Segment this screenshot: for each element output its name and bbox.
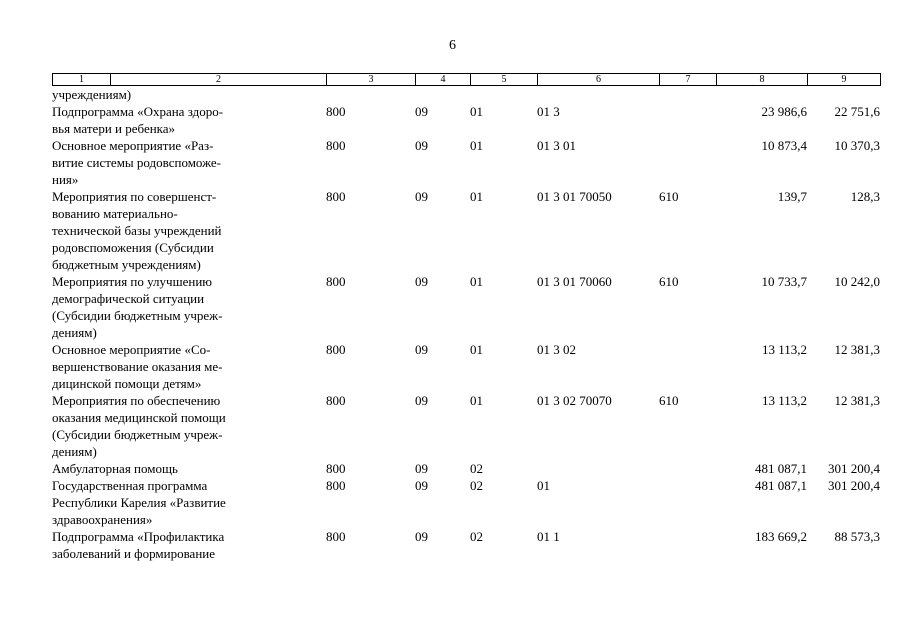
col-5-value: 01 (470, 189, 483, 204)
col-4-value: 09 (415, 478, 428, 493)
header-col-7: 7 (660, 74, 717, 86)
col-5-value: 01 (470, 342, 483, 357)
table-row (52, 86, 880, 103)
col-4-value (415, 86, 470, 103)
col-4-value: 09 (415, 104, 428, 119)
col-5-value: 01 (470, 393, 483, 408)
col-3-value: 800 (326, 274, 346, 289)
row-name: Подпрограмма «Профилактика заболеваний и формирование (52, 529, 225, 561)
header-col-8: 8 (717, 74, 808, 86)
header-col-6: 6 (538, 74, 660, 86)
col-3-value: 800 (326, 138, 346, 153)
col-7-value (659, 477, 716, 528)
table-row (52, 103, 880, 137)
col-6-value: 01 3 (537, 104, 560, 119)
table-row (52, 392, 880, 460)
col-8-value: 10 873,4 (761, 138, 807, 153)
col-3-value: 800 (326, 342, 346, 357)
table-row (52, 188, 880, 273)
col-3-value: 800 (326, 393, 346, 408)
col-9-value: 10 242,0 (834, 274, 880, 289)
header-col-1: 1 (53, 74, 111, 86)
header-col-9: 9 (808, 74, 881, 86)
col-5-value: 01 (470, 104, 483, 119)
table-row (52, 528, 880, 562)
table-row (52, 137, 880, 188)
col-8-value: 23 986,6 (761, 104, 807, 119)
row-name: Мероприятия по совершенст- вованию материально- технической базы учреждений родовспоможения (Субсидии бюджетным учреждениям) (52, 189, 222, 272)
header-col-3: 3 (327, 74, 416, 86)
col-3-value: 800 (326, 478, 346, 493)
col-8-value: 183 669,2 (755, 529, 807, 544)
col-6-value: 01 (537, 478, 550, 493)
header-col-4: 4 (416, 74, 471, 86)
col-7-value (659, 528, 716, 562)
col-7-value: 610 (659, 189, 679, 204)
col-9-value: 301 200,4 (828, 461, 880, 476)
col-6-value (537, 460, 659, 477)
row-name: Основное мероприятие «Раз- витие системы родовспоможе- ния» (52, 138, 222, 187)
row-name: Мероприятия по обеспечению оказания медицинской помощи (Субсидии бюджетным учреж- дениям) (52, 393, 226, 459)
row-name: Подпрограмма «Охрана здоро- вья матери и ребенка» (52, 104, 224, 136)
col-6-value: 01 3 01 70050 (537, 189, 612, 204)
col-7-value: 610 (659, 274, 679, 289)
col-3-value: 800 (326, 189, 346, 204)
col-4-value: 09 (415, 529, 428, 544)
header-col-5: 5 (471, 74, 538, 86)
col-8-value: 13 113,2 (761, 393, 807, 408)
row-name: Основное мероприятие «Со- вершенствование оказания ме- дицинской помощи детям» (52, 342, 223, 391)
col-9-value: 12 381,3 (834, 393, 880, 408)
col-7-value (659, 103, 716, 137)
col-7-value (659, 86, 716, 103)
col-4-value: 09 (415, 274, 428, 289)
col-5-value (470, 86, 537, 103)
col-4-value: 09 (415, 393, 428, 408)
col-8-value (716, 86, 807, 103)
col-9-value: 10 370,3 (834, 138, 880, 153)
budget-table (52, 86, 880, 562)
page-number: 6 (449, 38, 456, 53)
col-4-value: 09 (415, 138, 428, 153)
table-row (52, 273, 880, 341)
col-7-value (659, 341, 716, 392)
header-row (53, 74, 881, 86)
col-4-value: 09 (415, 342, 428, 357)
col-9-value: 88 573,3 (834, 529, 880, 544)
column-number-header (52, 73, 881, 86)
col-7-value (659, 137, 716, 188)
row-name: Государственная программа Республики Карелия «Развитие здравоохранения» (52, 478, 226, 527)
col-3-value: 800 (326, 104, 346, 119)
table-row (52, 341, 880, 392)
col-9-value: 128,3 (850, 189, 880, 204)
col-8-value: 481 087,1 (755, 478, 807, 493)
row-name: Мероприятия по улучшению демографической ситуации (Субсидии бюджетным учреж- дениям) (52, 274, 223, 340)
col-6-value: 01 3 02 (537, 342, 576, 357)
table-row (52, 477, 880, 528)
col-7-value (659, 460, 716, 477)
col-3-value: 800 (326, 529, 346, 544)
col-3-value (326, 86, 415, 103)
col-5-value: 02 (470, 461, 483, 476)
col-6-value: 01 1 (537, 529, 560, 544)
col-8-value: 10 733,7 (761, 274, 807, 289)
col-6-value: 01 3 02 70070 (537, 393, 612, 408)
col-8-value: 139,7 (777, 189, 807, 204)
col-5-value: 01 (470, 138, 483, 153)
col-3-value: 800 (326, 461, 346, 476)
col-7-value: 610 (659, 393, 679, 408)
col-6-value (537, 86, 659, 103)
col-6-value: 01 3 01 70060 (537, 274, 612, 289)
col-9-value: 12 381,3 (834, 342, 880, 357)
col-4-value: 09 (415, 461, 428, 476)
row-name: учреждениям) (52, 87, 132, 102)
header-col-2: 2 (111, 74, 327, 86)
col-9-value: 22 751,6 (834, 104, 880, 119)
col-8-value: 481 087,1 (755, 461, 807, 476)
col-5-value: 02 (470, 478, 483, 493)
col-9-value (807, 86, 880, 103)
col-5-value: 02 (470, 529, 483, 544)
table-row (52, 460, 880, 477)
col-9-value: 301 200,4 (828, 478, 880, 493)
col-4-value: 09 (415, 189, 428, 204)
col-8-value: 13 113,2 (761, 342, 807, 357)
row-name: Амбулаторная помощь (52, 461, 178, 476)
col-5-value: 01 (470, 274, 483, 289)
col-6-value: 01 3 01 (537, 138, 576, 153)
